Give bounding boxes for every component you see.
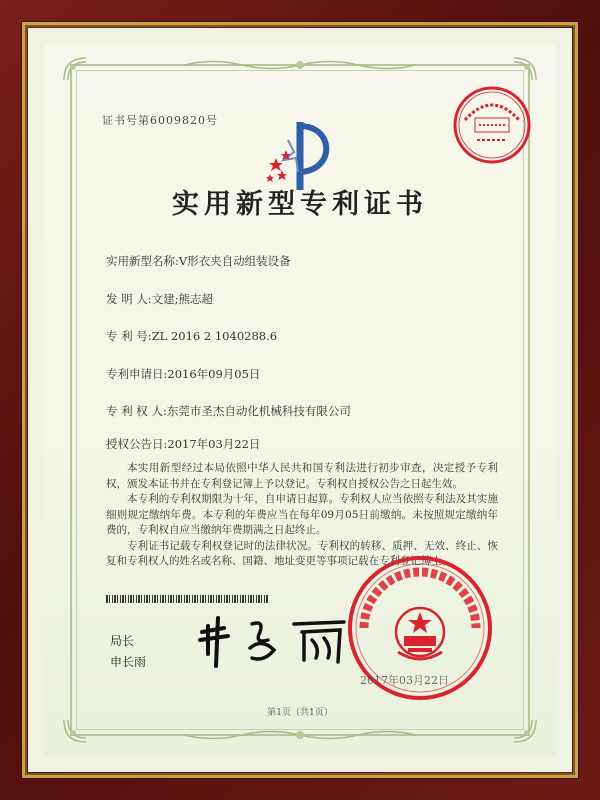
field-value: 东莞市圣杰自动化机械科技有限公司 bbox=[166, 404, 351, 418]
field-label: 实用新型名称: bbox=[106, 254, 179, 268]
field-value: 2016年09月05日 bbox=[167, 367, 261, 381]
field-grant-date bbox=[106, 436, 260, 452]
page-number: 第1页（共1页） bbox=[267, 708, 333, 718]
field-inventor bbox=[106, 291, 213, 307]
field-label: 专利申请日: bbox=[106, 367, 168, 381]
body-paragraph: 本专利的专利权期限为十年，自申请日起算。专利权人应当依照专利法及其实施细则规定缴纳年费。本专利的年费应当在每年09月05日前缴纳。未按照规定缴纳年费的，专利权自应当缴纳年费期满之日起终止。 bbox=[106, 493, 498, 536]
body-paragraph: 本实用新型经过本局依照中华人民共和国专利法进行初步审查，决定授予专利权，颁发本证书并在专利登记簿上予以登记。专利权自授权公告之日起生效。 bbox=[106, 462, 498, 490]
seal-date: 2017年03月22日 bbox=[360, 674, 449, 687]
corner-ornament-icon bbox=[62, 718, 88, 744]
official-seal-small-icon bbox=[451, 84, 533, 166]
field-label: 授权公告日: bbox=[106, 437, 168, 451]
certificate-number: 证书号第6009820号 bbox=[102, 114, 218, 127]
certificate-paper bbox=[44, 44, 556, 756]
top-ornament-icon bbox=[184, 58, 416, 72]
field-utility-model-name bbox=[106, 253, 291, 269]
corner-ornament-icon bbox=[512, 718, 538, 744]
field-label: 发 明 人: bbox=[106, 292, 152, 306]
field-value: 2017年03月22日 bbox=[167, 437, 261, 451]
field-label: 专 利 号: bbox=[106, 329, 152, 343]
corner-ornament-icon bbox=[512, 56, 538, 82]
barcode-icon bbox=[106, 595, 268, 603]
field-value: 文建;熊志超 bbox=[151, 292, 214, 306]
field-patent-number bbox=[106, 328, 277, 344]
body-paragraph: 专利证书记载专利权登记时的法律状况。专利权的转移、质押、无效、终止、恢复和专利权人的姓名或名称、国籍、地址变更等事项记载在专利登记簿上。 bbox=[106, 539, 498, 567]
field-value: V形衣夹自动组装设备 bbox=[178, 254, 291, 268]
field-value: ZL 2016 2 1040288.6 bbox=[151, 329, 278, 343]
chief-name: 申长雨 bbox=[110, 655, 147, 669]
chief-title: 局长 bbox=[110, 634, 135, 648]
bottom-ornament-icon bbox=[184, 728, 416, 742]
field-label: 专 利 权 人: bbox=[106, 404, 167, 418]
field-application-date bbox=[106, 366, 260, 382]
certificate-title: 实用新型专利证书 bbox=[172, 189, 428, 220]
field-patentee bbox=[106, 403, 351, 419]
corner-ornament-icon bbox=[62, 56, 88, 82]
signature-icon bbox=[194, 614, 364, 674]
